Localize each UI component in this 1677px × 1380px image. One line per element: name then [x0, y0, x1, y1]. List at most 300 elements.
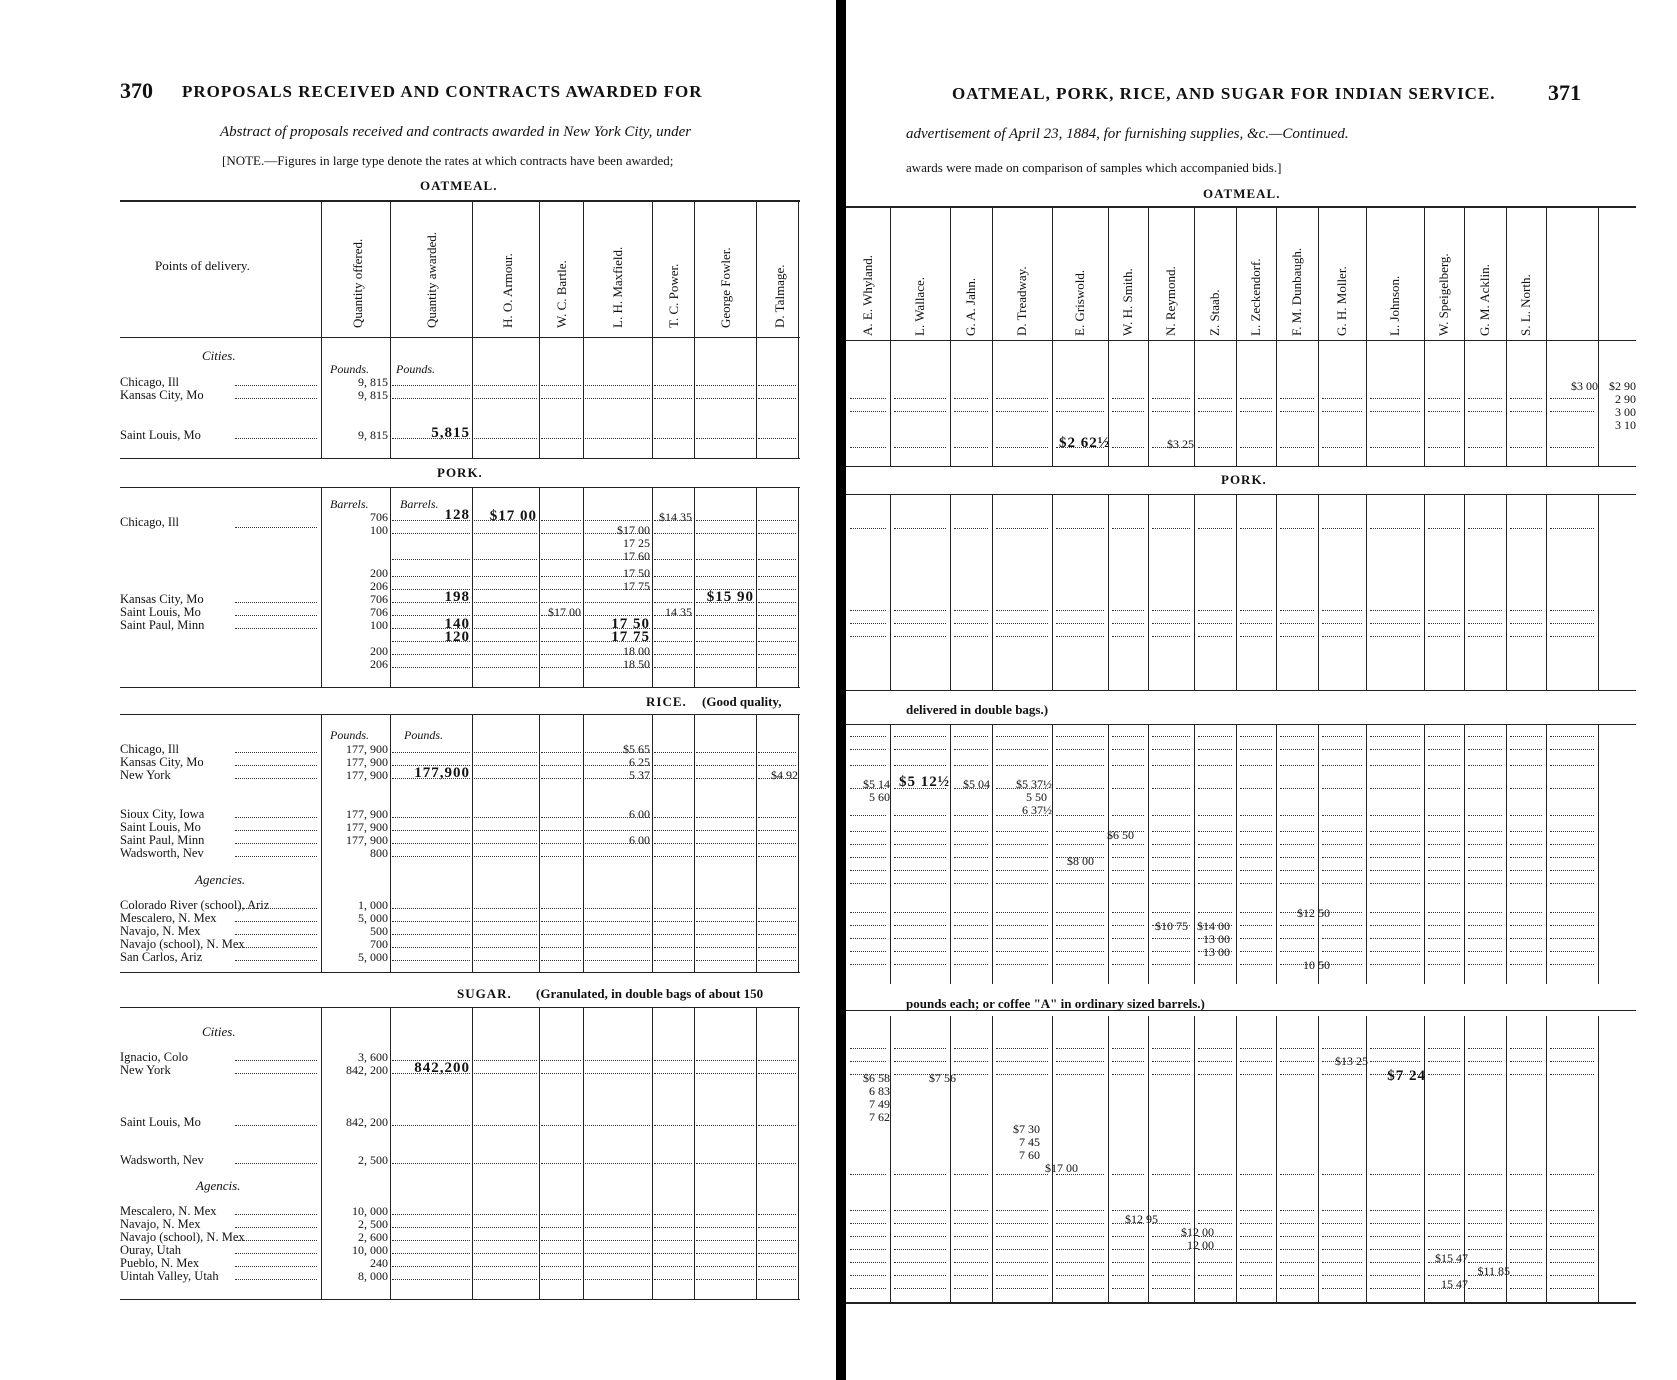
- col-line: [1546, 724, 1547, 984]
- dotted-leader: [1280, 788, 1314, 789]
- dotted-leader: [654, 752, 692, 753]
- dotted-leader: [894, 1048, 946, 1049]
- dotted-leader: [1056, 1223, 1104, 1224]
- dotted-leader: [474, 934, 537, 935]
- dotted-leader: [1152, 1174, 1190, 1175]
- pork-offered: 200: [370, 644, 388, 658]
- col-header: L. Wallace.: [912, 277, 927, 336]
- dotted-leader: [235, 1227, 317, 1228]
- dotted-leader: [1468, 938, 1502, 939]
- dotted-leader: [235, 778, 317, 779]
- dotted-leader: [1370, 831, 1420, 832]
- dotted-leader: [1550, 1223, 1594, 1224]
- staab-value: $12 00: [1181, 1225, 1214, 1239]
- dotted-leader: [758, 1240, 796, 1241]
- rule: [120, 1007, 800, 1008]
- dotted-leader: [1112, 1061, 1144, 1062]
- dotted-leader: [1428, 815, 1460, 816]
- dotted-leader: [1112, 1074, 1144, 1075]
- sugar-continued: pounds each; or coffee "A" in ordinary sized barrels.): [906, 996, 1205, 1011]
- dotted-leader: [1152, 883, 1190, 884]
- dotted-leader: [1056, 1210, 1104, 1211]
- treadway-value: $2 62½: [1059, 435, 1110, 451]
- col-power: T. C. Power.: [666, 263, 681, 328]
- col-line: [1506, 1016, 1507, 1302]
- row-offered: 177, 900: [346, 820, 388, 834]
- dotted-leader: [850, 870, 886, 871]
- dotted-leader: [1322, 528, 1362, 529]
- dotted-leader: [1056, 623, 1104, 624]
- row-offered: 10, 000: [352, 1204, 388, 1218]
- dotted-leader: [850, 1236, 886, 1237]
- rule: [846, 724, 1636, 725]
- dotted-leader: [1112, 870, 1144, 871]
- dotted-leader: [541, 947, 581, 948]
- dotted-leader: [996, 1048, 1048, 1049]
- dotted-leader: [392, 1266, 470, 1267]
- dotted-leader: [1322, 749, 1362, 750]
- dotted-leader: [954, 1048, 988, 1049]
- dotted-leader: [996, 610, 1048, 611]
- dotted-leader: [954, 610, 988, 611]
- col-line: [992, 206, 993, 466]
- dotted-leader: [541, 641, 581, 642]
- dotted-leader: [996, 938, 1048, 939]
- dotted-leader: [1198, 1223, 1232, 1224]
- dotted-leader: [1198, 1174, 1232, 1175]
- dotted-leader: [1198, 623, 1232, 624]
- dotted-leader: [758, 628, 796, 629]
- dotted-leader: [1550, 1288, 1594, 1289]
- dotted-leader: [1152, 1262, 1190, 1263]
- dotted-leader: [1468, 1236, 1502, 1237]
- dotted-leader: [696, 960, 754, 961]
- dotted-leader: [1468, 623, 1502, 624]
- col-line: [652, 1007, 653, 1299]
- dotted-leader: [654, 615, 692, 616]
- dotted-leader: [850, 951, 886, 952]
- dotted-leader: [1468, 749, 1502, 750]
- dotted-leader: [954, 636, 988, 637]
- dotted-leader: [474, 817, 537, 818]
- zeckendorf-value: $12 50: [1297, 906, 1330, 920]
- dotted-leader: [585, 778, 650, 779]
- dotted-leader: [1280, 1275, 1314, 1276]
- rice-continued: delivered in double bags.): [906, 702, 1049, 717]
- dotted-leader: [894, 1223, 946, 1224]
- pork-offered: 706: [370, 605, 388, 619]
- dotted-leader: [894, 610, 946, 611]
- dotted-leader: [696, 589, 754, 590]
- johnson-value: 15 47: [1441, 1277, 1468, 1291]
- dotted-leader: [696, 438, 754, 439]
- dotted-leader: [758, 856, 796, 857]
- dotted-leader: [1468, 788, 1502, 789]
- dotted-leader: [585, 1279, 650, 1280]
- dotted-leader: [235, 385, 317, 386]
- dotted-leader: [474, 589, 537, 590]
- dotted-leader: [1370, 623, 1420, 624]
- dotted-leader: [541, 520, 581, 521]
- col-line: [694, 487, 695, 687]
- dotted-leader: [1112, 1262, 1144, 1263]
- dotted-leader: [541, 654, 581, 655]
- dotted-leader: [541, 533, 581, 534]
- dotted-leader: [1510, 1288, 1542, 1289]
- pork-offered: 206: [370, 657, 388, 671]
- running-head-left: PROPOSALS RECEIVED AND CONTRACTS AWARDED FOR: [182, 82, 703, 101]
- dotted-leader: [1370, 398, 1420, 399]
- dotted-leader: [996, 925, 1048, 926]
- col-line: [1276, 494, 1277, 690]
- dotted-leader: [1240, 623, 1272, 624]
- rice-title-left: RICE.: [646, 694, 687, 709]
- dotted-leader: [996, 1262, 1048, 1263]
- dotted-leader: [1112, 844, 1144, 845]
- dotted-leader: [1510, 636, 1542, 637]
- row-offered: 1, 000: [358, 898, 388, 912]
- dotted-leader: [1550, 831, 1594, 832]
- dotted-leader: [654, 830, 692, 831]
- col-line: [1424, 724, 1425, 984]
- page-gutter: [836, 0, 846, 1380]
- talmage-value: $4 92: [771, 768, 798, 782]
- col-header: G. H. Moller.: [1334, 266, 1349, 336]
- dotted-leader: [696, 817, 754, 818]
- dotted-leader: [1280, 1074, 1314, 1075]
- dotted-leader: [1056, 912, 1104, 913]
- dotted-leader: [894, 925, 946, 926]
- dotted-leader: [654, 654, 692, 655]
- dotted-leader: [392, 533, 470, 534]
- north-value: 3 10: [1615, 418, 1636, 432]
- dotted-leader: [585, 921, 650, 922]
- dotted-leader: [1240, 1288, 1272, 1289]
- col-line: [1194, 1016, 1195, 1302]
- col-line: [798, 1007, 799, 1299]
- row-offered: 177, 900: [346, 807, 388, 821]
- dotted-leader: [1370, 912, 1420, 913]
- col-line: [539, 200, 540, 458]
- dotted-leader: [1240, 411, 1272, 412]
- col-talmage: D. Talmage.: [772, 264, 787, 328]
- dotted-leader: [1112, 1249, 1144, 1250]
- dotted-leader: [1056, 815, 1104, 816]
- rule: [120, 487, 800, 488]
- dotted-leader: [1370, 736, 1420, 737]
- dotted-leader: [850, 844, 886, 845]
- col-header: F. M. Dunbaugh.: [1289, 247, 1304, 336]
- dotted-leader: [1468, 951, 1502, 952]
- dotted-leader: [1198, 1262, 1232, 1263]
- dotted-leader: [654, 576, 692, 577]
- awarded-value: 177,900: [414, 765, 470, 781]
- dotted-leader: [1112, 765, 1144, 766]
- dotted-leader: [1370, 528, 1420, 529]
- dotted-leader: [654, 533, 692, 534]
- dotted-leader: [1322, 636, 1362, 637]
- dotted-leader: [1468, 1061, 1502, 1062]
- dotted-leader: [1198, 870, 1232, 871]
- rice-qualifier: (Good quality,: [702, 694, 782, 709]
- dotted-leader: [1468, 844, 1502, 845]
- maxfield-value: 17 75: [623, 579, 650, 593]
- row-offered: 177, 900: [346, 742, 388, 756]
- dotted-leader: [1280, 1236, 1314, 1237]
- col-line: [390, 1007, 391, 1299]
- unit-offered: Pounds.: [330, 362, 369, 376]
- dotted-leader: [541, 843, 581, 844]
- dotted-leader: [696, 602, 754, 603]
- dotted-leader: [1152, 1288, 1190, 1289]
- dotted-leader: [1370, 815, 1420, 816]
- dotted-leader: [1240, 736, 1272, 737]
- col-header: Z. Staab.: [1207, 289, 1222, 336]
- dotted-leader: [996, 1061, 1048, 1062]
- dotted-leader: [1468, 528, 1502, 529]
- maxfield-value: 17 60: [623, 549, 650, 563]
- col-line: [1546, 206, 1547, 466]
- row-offered: 9, 815: [358, 428, 388, 442]
- dotted-leader: [696, 615, 754, 616]
- col-line: [950, 724, 951, 984]
- dotted-leader: [1112, 912, 1144, 913]
- dotted-leader: [1198, 844, 1232, 845]
- row-offered: 2, 600: [358, 1230, 388, 1244]
- rule: [846, 1302, 1636, 1304]
- dotted-leader: [541, 765, 581, 766]
- dotted-leader: [392, 960, 470, 961]
- dotted-leader: [1468, 1262, 1502, 1263]
- col-line: [1236, 494, 1237, 690]
- dotted-leader: [1510, 964, 1542, 965]
- dotted-leader: [654, 667, 692, 668]
- dotted-leader: [585, 520, 650, 521]
- dotted-leader: [654, 1253, 692, 1254]
- dotted-leader: [696, 1125, 754, 1126]
- dotted-leader: [541, 615, 581, 616]
- dotted-leader: [1112, 788, 1144, 789]
- row-place: Chicago, Ill: [120, 515, 180, 529]
- dotted-leader: [585, 934, 650, 935]
- dotted-leader: [392, 1060, 470, 1061]
- dotted-leader: [235, 908, 317, 909]
- row-offered: 240: [370, 1256, 388, 1270]
- row-place: Navajo, N. Mex: [120, 1217, 201, 1231]
- dotted-leader: [654, 1073, 692, 1074]
- dotted-leader: [585, 960, 650, 961]
- dotted-leader: [696, 778, 754, 779]
- dotted-leader: [996, 528, 1048, 529]
- dotted-leader: [1280, 951, 1314, 952]
- dotted-leader: [585, 947, 650, 948]
- row-place: Navajo, N. Mex: [120, 924, 201, 938]
- dotted-leader: [541, 628, 581, 629]
- dotted-leader: [696, 765, 754, 766]
- dotted-leader: [996, 636, 1048, 637]
- dotted-leader: [1056, 1061, 1104, 1062]
- dotted-leader: [850, 857, 886, 858]
- dotted-leader: [392, 934, 470, 935]
- col-line: [798, 714, 799, 972]
- dotted-leader: [696, 1060, 754, 1061]
- dotted-leader: [1510, 1048, 1542, 1049]
- row-offered: 800: [370, 846, 388, 860]
- row-place: Mescalero, N. Mex: [120, 911, 217, 925]
- dotted-leader: [758, 1125, 796, 1126]
- col-line: [390, 200, 391, 458]
- dotted-leader: [1152, 1275, 1190, 1276]
- dotted-leader: [1322, 1223, 1362, 1224]
- dotted-leader: [474, 1163, 537, 1164]
- dotted-leader: [541, 385, 581, 386]
- maxfield-value: $5 65: [623, 742, 650, 756]
- row-place: New York: [120, 1063, 171, 1077]
- dotted-leader: [1370, 411, 1420, 412]
- col-line: [1108, 724, 1109, 984]
- dotted-leader: [1198, 1061, 1232, 1062]
- dotted-leader: [1152, 765, 1190, 766]
- dotted-leader: [1550, 788, 1594, 789]
- dotted-leader: [1198, 831, 1232, 832]
- dotted-leader: [1240, 951, 1272, 952]
- dotted-leader: [1510, 844, 1542, 845]
- dotted-leader: [1112, 636, 1144, 637]
- dotted-leader: [1468, 765, 1502, 766]
- col-line: [1052, 1016, 1053, 1302]
- col-line: [1424, 494, 1425, 690]
- dotted-leader: [758, 752, 796, 753]
- dotted-leader: [1056, 610, 1104, 611]
- dotted-leader: [1240, 857, 1272, 858]
- dotted-leader: [392, 667, 470, 668]
- dotted-leader: [1280, 736, 1314, 737]
- dotted-leader: [1112, 1236, 1144, 1237]
- dotted-leader: [1152, 844, 1190, 845]
- dotted-leader: [758, 817, 796, 818]
- wallace-value: $7 56: [929, 1071, 956, 1085]
- dotted-leader: [541, 752, 581, 753]
- dotted-leader: [1240, 447, 1272, 448]
- dotted-leader: [1322, 951, 1362, 952]
- col-line: [1194, 206, 1195, 466]
- dotted-leader: [585, 641, 650, 642]
- dotted-leader: [1370, 447, 1420, 448]
- dotted-leader: [1468, 815, 1502, 816]
- dotted-leader: [996, 1249, 1048, 1250]
- maxfield-value: 17 25: [623, 536, 650, 550]
- dotted-leader: [1428, 528, 1460, 529]
- dotted-leader: [1240, 1210, 1272, 1211]
- dotted-leader: [954, 1249, 988, 1250]
- north-value: 2 90: [1615, 392, 1636, 406]
- dotted-leader: [541, 559, 581, 560]
- row-offered: 8, 000: [358, 1269, 388, 1283]
- dotted-leader: [1198, 398, 1232, 399]
- dotted-leader: [1428, 951, 1460, 952]
- dotted-leader: [1370, 1223, 1420, 1224]
- awarded-value: 128: [444, 507, 470, 523]
- reymond-value: $10 75: [1155, 919, 1188, 933]
- dotted-leader: [1468, 1223, 1502, 1224]
- dotted-leader: [654, 398, 692, 399]
- dotted-leader: [758, 1214, 796, 1215]
- dotted-leader: [1056, 749, 1104, 750]
- north-value: 3 00: [1615, 405, 1636, 419]
- dotted-leader: [850, 883, 886, 884]
- row-place: Wadsworth, Nev: [120, 1153, 204, 1167]
- dotted-leader: [954, 938, 988, 939]
- col-line: [539, 487, 540, 687]
- dotted-leader: [1510, 831, 1542, 832]
- dotted-leader: [1056, 1262, 1104, 1263]
- dotted-leader: [1510, 447, 1542, 448]
- col-line: [1318, 724, 1319, 984]
- dotted-leader: [585, 830, 650, 831]
- col-line: [950, 1016, 951, 1302]
- dotted-leader: [1112, 623, 1144, 624]
- dotted-leader: [954, 1061, 988, 1062]
- dotted-leader: [235, 830, 317, 831]
- dotted-leader: [1240, 749, 1272, 750]
- dotted-leader: [1240, 765, 1272, 766]
- dotted-leader: [850, 815, 886, 816]
- dotted-leader: [1468, 447, 1502, 448]
- col-line: [798, 200, 799, 458]
- dotted-leader: [1322, 610, 1362, 611]
- dotted-leader: [1550, 1236, 1594, 1237]
- dotted-leader: [1510, 398, 1542, 399]
- dotted-leader: [1370, 1249, 1420, 1250]
- dotted-leader: [1428, 788, 1460, 789]
- dotted-leader: [1322, 736, 1362, 737]
- dotted-leader: [954, 831, 988, 832]
- dotted-leader: [894, 1210, 946, 1211]
- dotted-leader: [1550, 870, 1594, 871]
- dotted-leader: [474, 1266, 537, 1267]
- row-offered: 177, 900: [346, 768, 388, 782]
- dotted-leader: [1510, 765, 1542, 766]
- dotted-leader: [758, 1073, 796, 1074]
- dotted-leader: [654, 1279, 692, 1280]
- dotted-leader: [474, 960, 537, 961]
- col-line: [1148, 206, 1149, 466]
- dotted-leader: [1240, 1236, 1272, 1237]
- dotted-leader: [996, 736, 1048, 737]
- col-line: [756, 1007, 757, 1299]
- dotted-leader: [850, 398, 886, 399]
- dotted-leader: [954, 411, 988, 412]
- row-place: Mescalero, N. Mex: [120, 1204, 217, 1218]
- dotted-leader: [1370, 883, 1420, 884]
- dotted-leader: [894, 398, 946, 399]
- dotted-leader: [1056, 938, 1104, 939]
- oatmeal-title-right: OATMEAL.: [1203, 186, 1281, 201]
- dotted-leader: [758, 438, 796, 439]
- col-line: [992, 724, 993, 984]
- col-line: [583, 200, 584, 458]
- col-header: E. Griswold.: [1072, 269, 1087, 336]
- dotted-leader: [1370, 765, 1420, 766]
- dotted-leader: [1550, 925, 1594, 926]
- row-place: Sioux City, Iowa: [120, 807, 205, 821]
- dotted-leader: [1468, 636, 1502, 637]
- dotted-leader: [541, 589, 581, 590]
- dotted-leader: [1468, 1249, 1502, 1250]
- col-line: [1464, 724, 1465, 984]
- dotted-leader: [235, 438, 317, 439]
- dotted-leader: [1198, 749, 1232, 750]
